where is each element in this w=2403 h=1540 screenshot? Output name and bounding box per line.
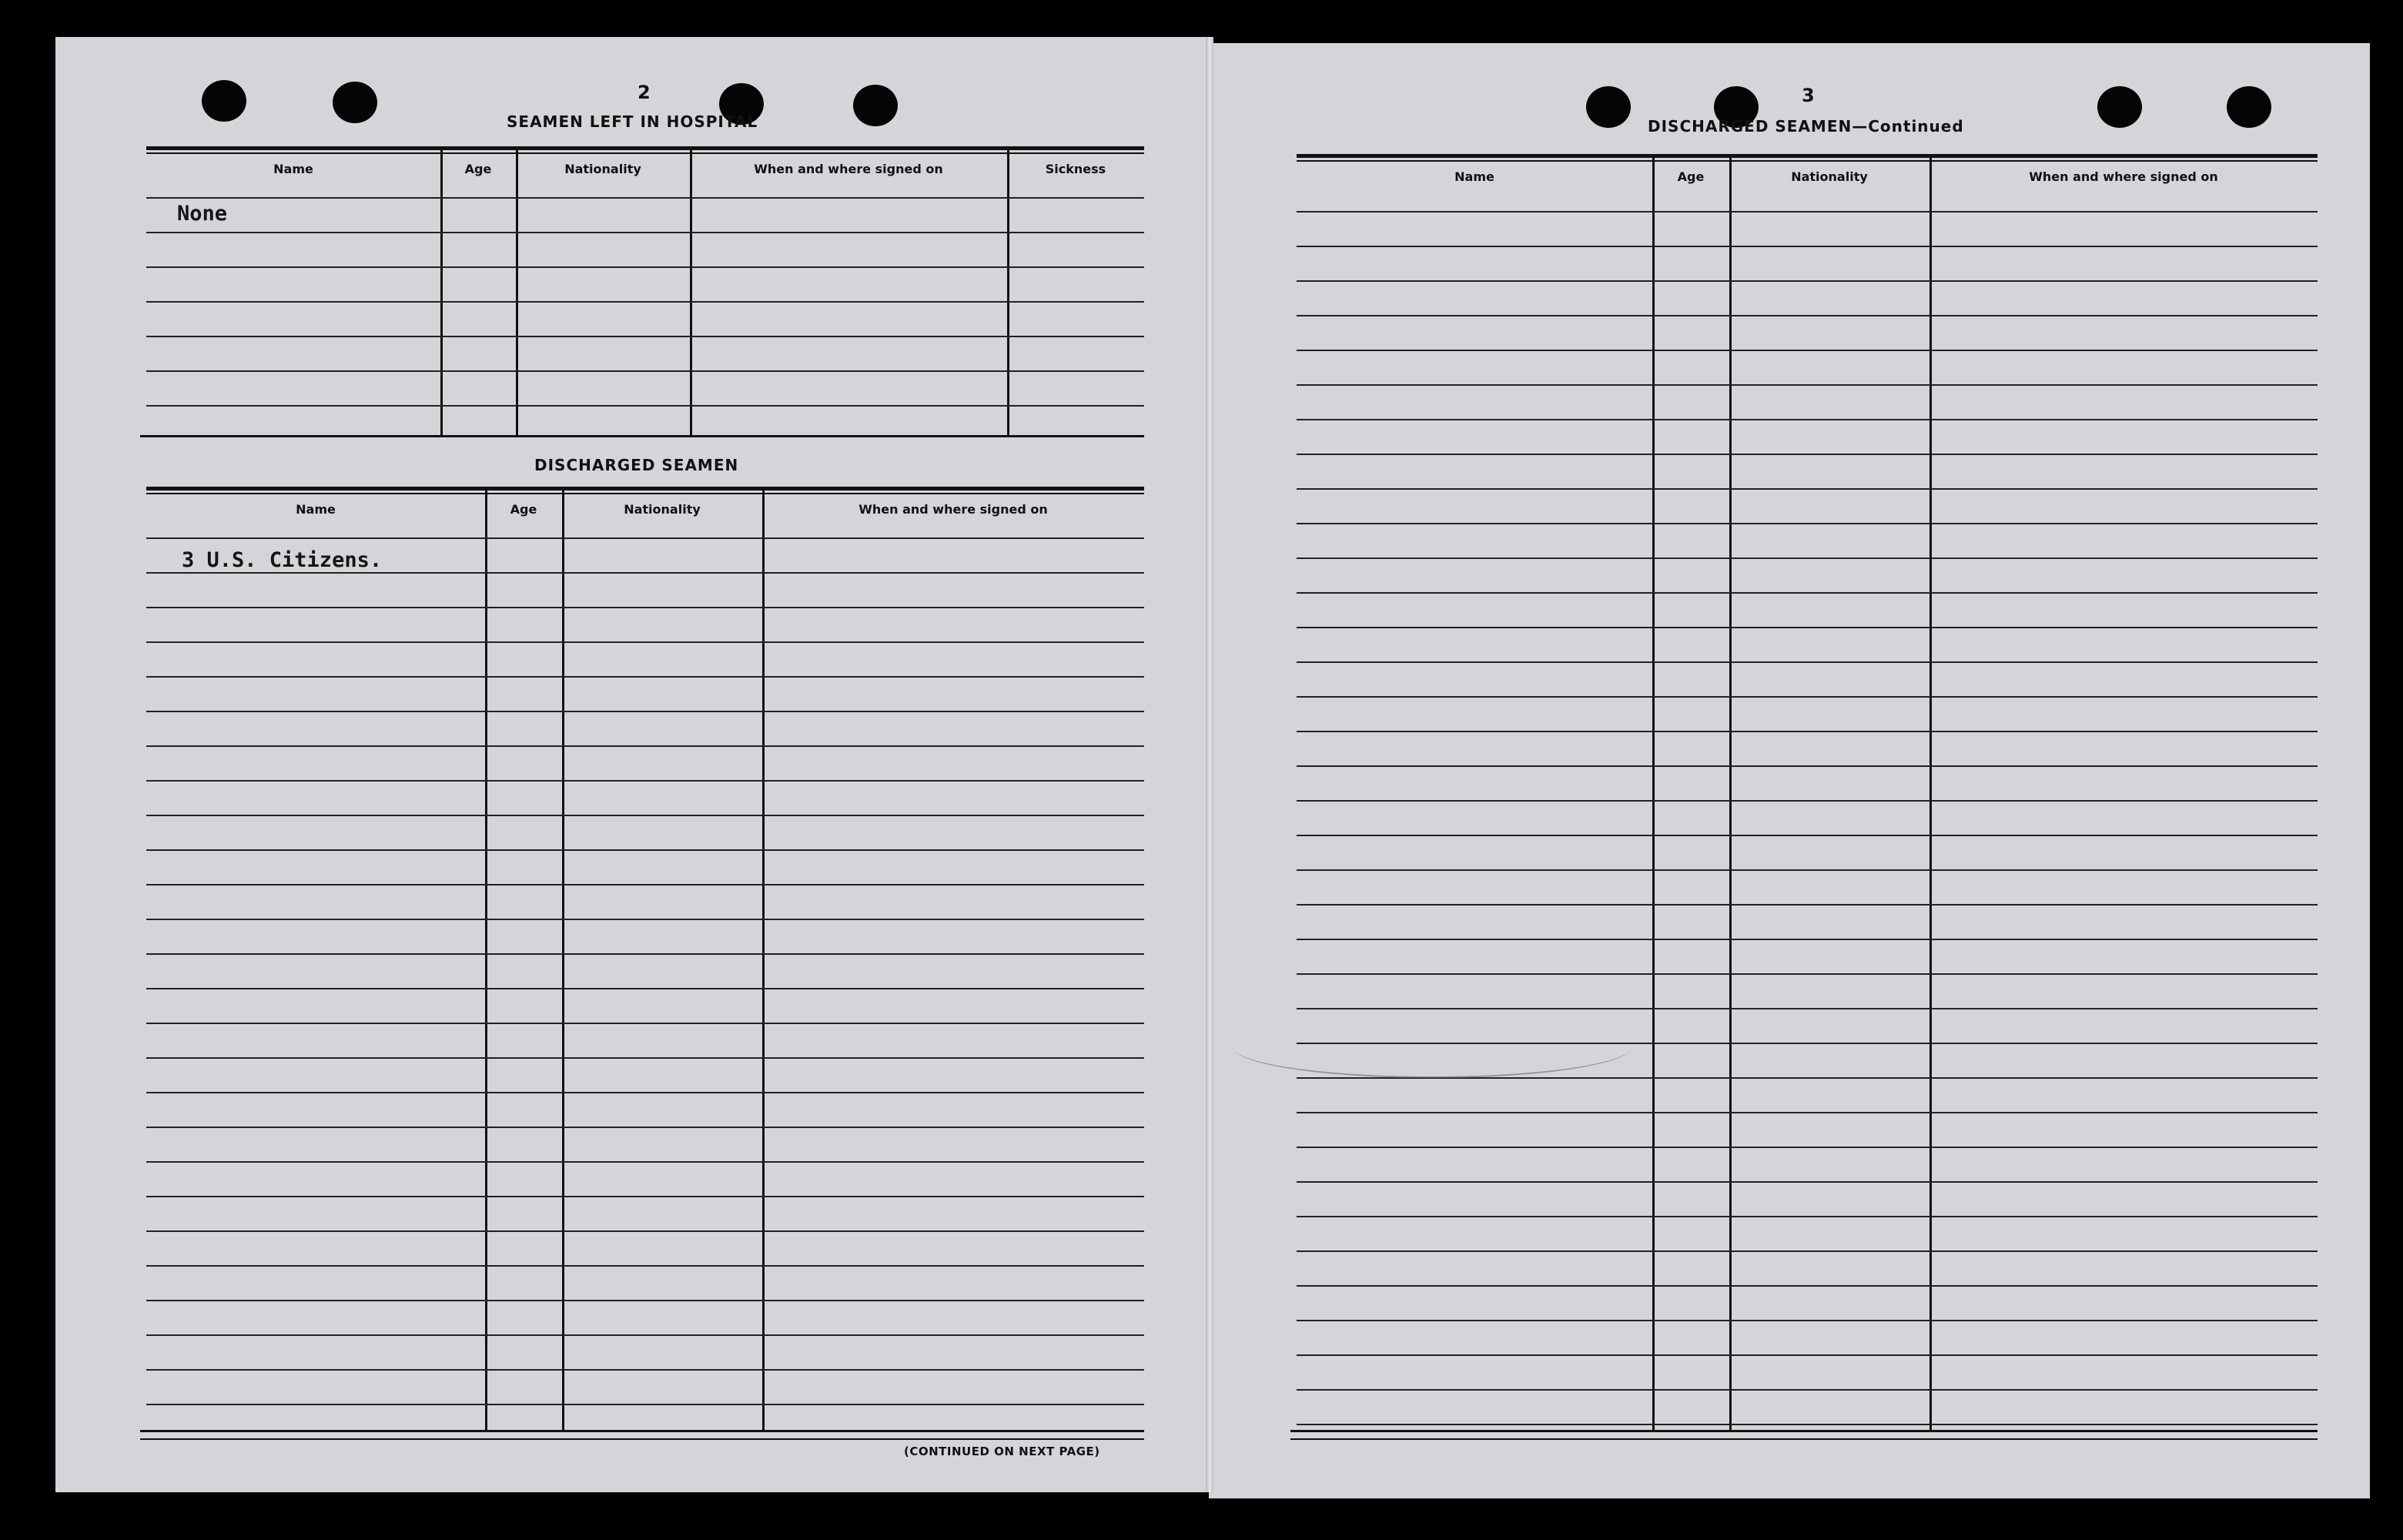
row-rule (146, 1230, 1144, 1232)
discharged-continued-table (1297, 154, 2318, 1432)
row-rule (1297, 1354, 2318, 1356)
column-header: When and where signed on (2029, 169, 2218, 184)
column-header: Sickness (1045, 162, 1106, 176)
punch-hole (1586, 86, 1631, 128)
hospital-section-title: SEAMEN LEFT IN HOSPITAL (507, 112, 758, 131)
row-rule (146, 370, 1144, 372)
discharged-entry: 3 U.S. Citizens. (182, 548, 383, 572)
row-rule (146, 919, 1144, 920)
row-rule (146, 711, 1144, 712)
row-rule (146, 1265, 1144, 1267)
row-rule (1297, 211, 2318, 213)
row-rule (1297, 419, 2318, 420)
column-header: Name (1454, 169, 1494, 184)
row-rule (1297, 1112, 2318, 1113)
row-rule (146, 607, 1144, 608)
row-rule (1297, 1424, 2318, 1425)
column-rule (485, 487, 487, 1432)
row-rule (1297, 315, 2318, 316)
row-rule (1297, 1216, 2318, 1217)
row-rule (146, 1161, 1144, 1163)
row-rule (1297, 939, 2318, 940)
column-rule (1929, 154, 1932, 1432)
row-rule (146, 266, 1144, 268)
row-rule (146, 1404, 1144, 1405)
column-rule (1007, 146, 1009, 437)
row-rule (1297, 523, 2318, 524)
row-rule (1297, 973, 2318, 975)
column-header: Age (1677, 169, 1705, 184)
column-rule (1652, 154, 1655, 1432)
row-rule (146, 1092, 1144, 1093)
table-bottom-rule (1290, 1430, 2318, 1432)
table-bottom-rule (140, 1438, 1144, 1440)
row-rule (146, 1334, 1144, 1336)
row-rule (1297, 661, 2318, 663)
row-rule (1297, 246, 2318, 247)
row-rule (146, 849, 1144, 851)
column-rule (516, 146, 518, 437)
row-rule (1297, 1147, 2318, 1148)
table-top-rule (146, 152, 1144, 154)
table-top-rule (146, 146, 1144, 150)
row-rule (146, 1300, 1144, 1301)
punch-hole (202, 80, 246, 122)
row-rule (146, 988, 1144, 989)
row-rule (1297, 454, 2318, 455)
row-rule (146, 301, 1144, 303)
row-rule (1297, 1181, 2318, 1183)
row-rule (1297, 1389, 2318, 1391)
row-rule (1297, 1320, 2318, 1321)
row-rule (1297, 765, 2318, 767)
column-header: Nationality (1791, 169, 1868, 184)
row-rule (146, 537, 1144, 539)
column-header: Nationality (624, 502, 701, 517)
discharged-continued-title: DISCHARGED SEAMEN—Continued (1648, 117, 1964, 136)
row-rule (146, 1369, 1144, 1371)
row-rule (146, 676, 1144, 678)
table-top-rule (1297, 160, 2318, 162)
row-rule (1297, 488, 2318, 490)
punch-hole (853, 85, 898, 126)
table-bottom-rule (140, 1430, 1144, 1432)
row-rule (146, 641, 1144, 643)
table-top-rule (146, 493, 1144, 494)
table-top-rule (146, 487, 1144, 490)
row-rule (1297, 350, 2318, 351)
hospital-table (146, 146, 1144, 437)
row-rule (146, 572, 1144, 574)
row-rule (1297, 800, 2318, 802)
row-rule (1297, 731, 2318, 732)
row-rule (146, 336, 1144, 337)
row-rule (1297, 1285, 2318, 1287)
row-rule (1297, 835, 2318, 836)
row-rule (146, 815, 1144, 816)
left-page-number: 2 (638, 82, 651, 103)
row-rule (1297, 557, 2318, 559)
table-bottom-rule (1290, 1438, 2318, 1440)
hospital-entry: None (177, 202, 228, 226)
column-header: Name (296, 502, 336, 517)
row-rule (1297, 1008, 2318, 1009)
faint-signature-mark (1232, 1015, 1632, 1078)
column-rule (1729, 154, 1732, 1432)
row-rule (146, 745, 1144, 747)
row-rule (1297, 280, 2318, 282)
column-rule (440, 146, 443, 437)
column-header: Age (464, 162, 492, 176)
discharged-section-title: DISCHARGED SEAMEN (534, 456, 739, 474)
punch-hole (2227, 86, 2271, 128)
column-rule (562, 487, 564, 1432)
punch-hole (2097, 86, 2142, 128)
row-rule (146, 1023, 1144, 1024)
continued-footer: (CONTINUED ON NEXT PAGE) (904, 1445, 1100, 1458)
right-page-number: 3 (1802, 85, 1815, 106)
row-rule (1297, 869, 2318, 871)
row-rule (146, 197, 1144, 199)
row-rule (146, 884, 1144, 886)
column-header: Age (510, 502, 537, 517)
row-rule (1297, 384, 2318, 386)
row-rule (146, 953, 1144, 955)
row-rule (146, 232, 1144, 233)
column-header: Name (273, 162, 313, 176)
row-rule (1297, 904, 2318, 906)
table-bottom-rule (140, 435, 1144, 437)
row-rule (1297, 1250, 2318, 1252)
column-header: Nationality (564, 162, 641, 176)
row-rule (1297, 592, 2318, 594)
row-rule (146, 1127, 1144, 1128)
punch-hole (333, 82, 377, 123)
center-fold (1206, 37, 1213, 1492)
row-rule (146, 1196, 1144, 1197)
column-header: When and where signed on (858, 502, 1048, 517)
row-rule (1297, 627, 2318, 628)
column-rule (690, 146, 692, 437)
row-rule (146, 405, 1144, 407)
row-rule (146, 1057, 1144, 1059)
discharged-table (146, 487, 1144, 1432)
column-rule (762, 487, 765, 1432)
column-header: When and where signed on (754, 162, 943, 176)
row-rule (146, 780, 1144, 782)
row-rule (1297, 696, 2318, 698)
table-top-rule (1297, 154, 2318, 158)
